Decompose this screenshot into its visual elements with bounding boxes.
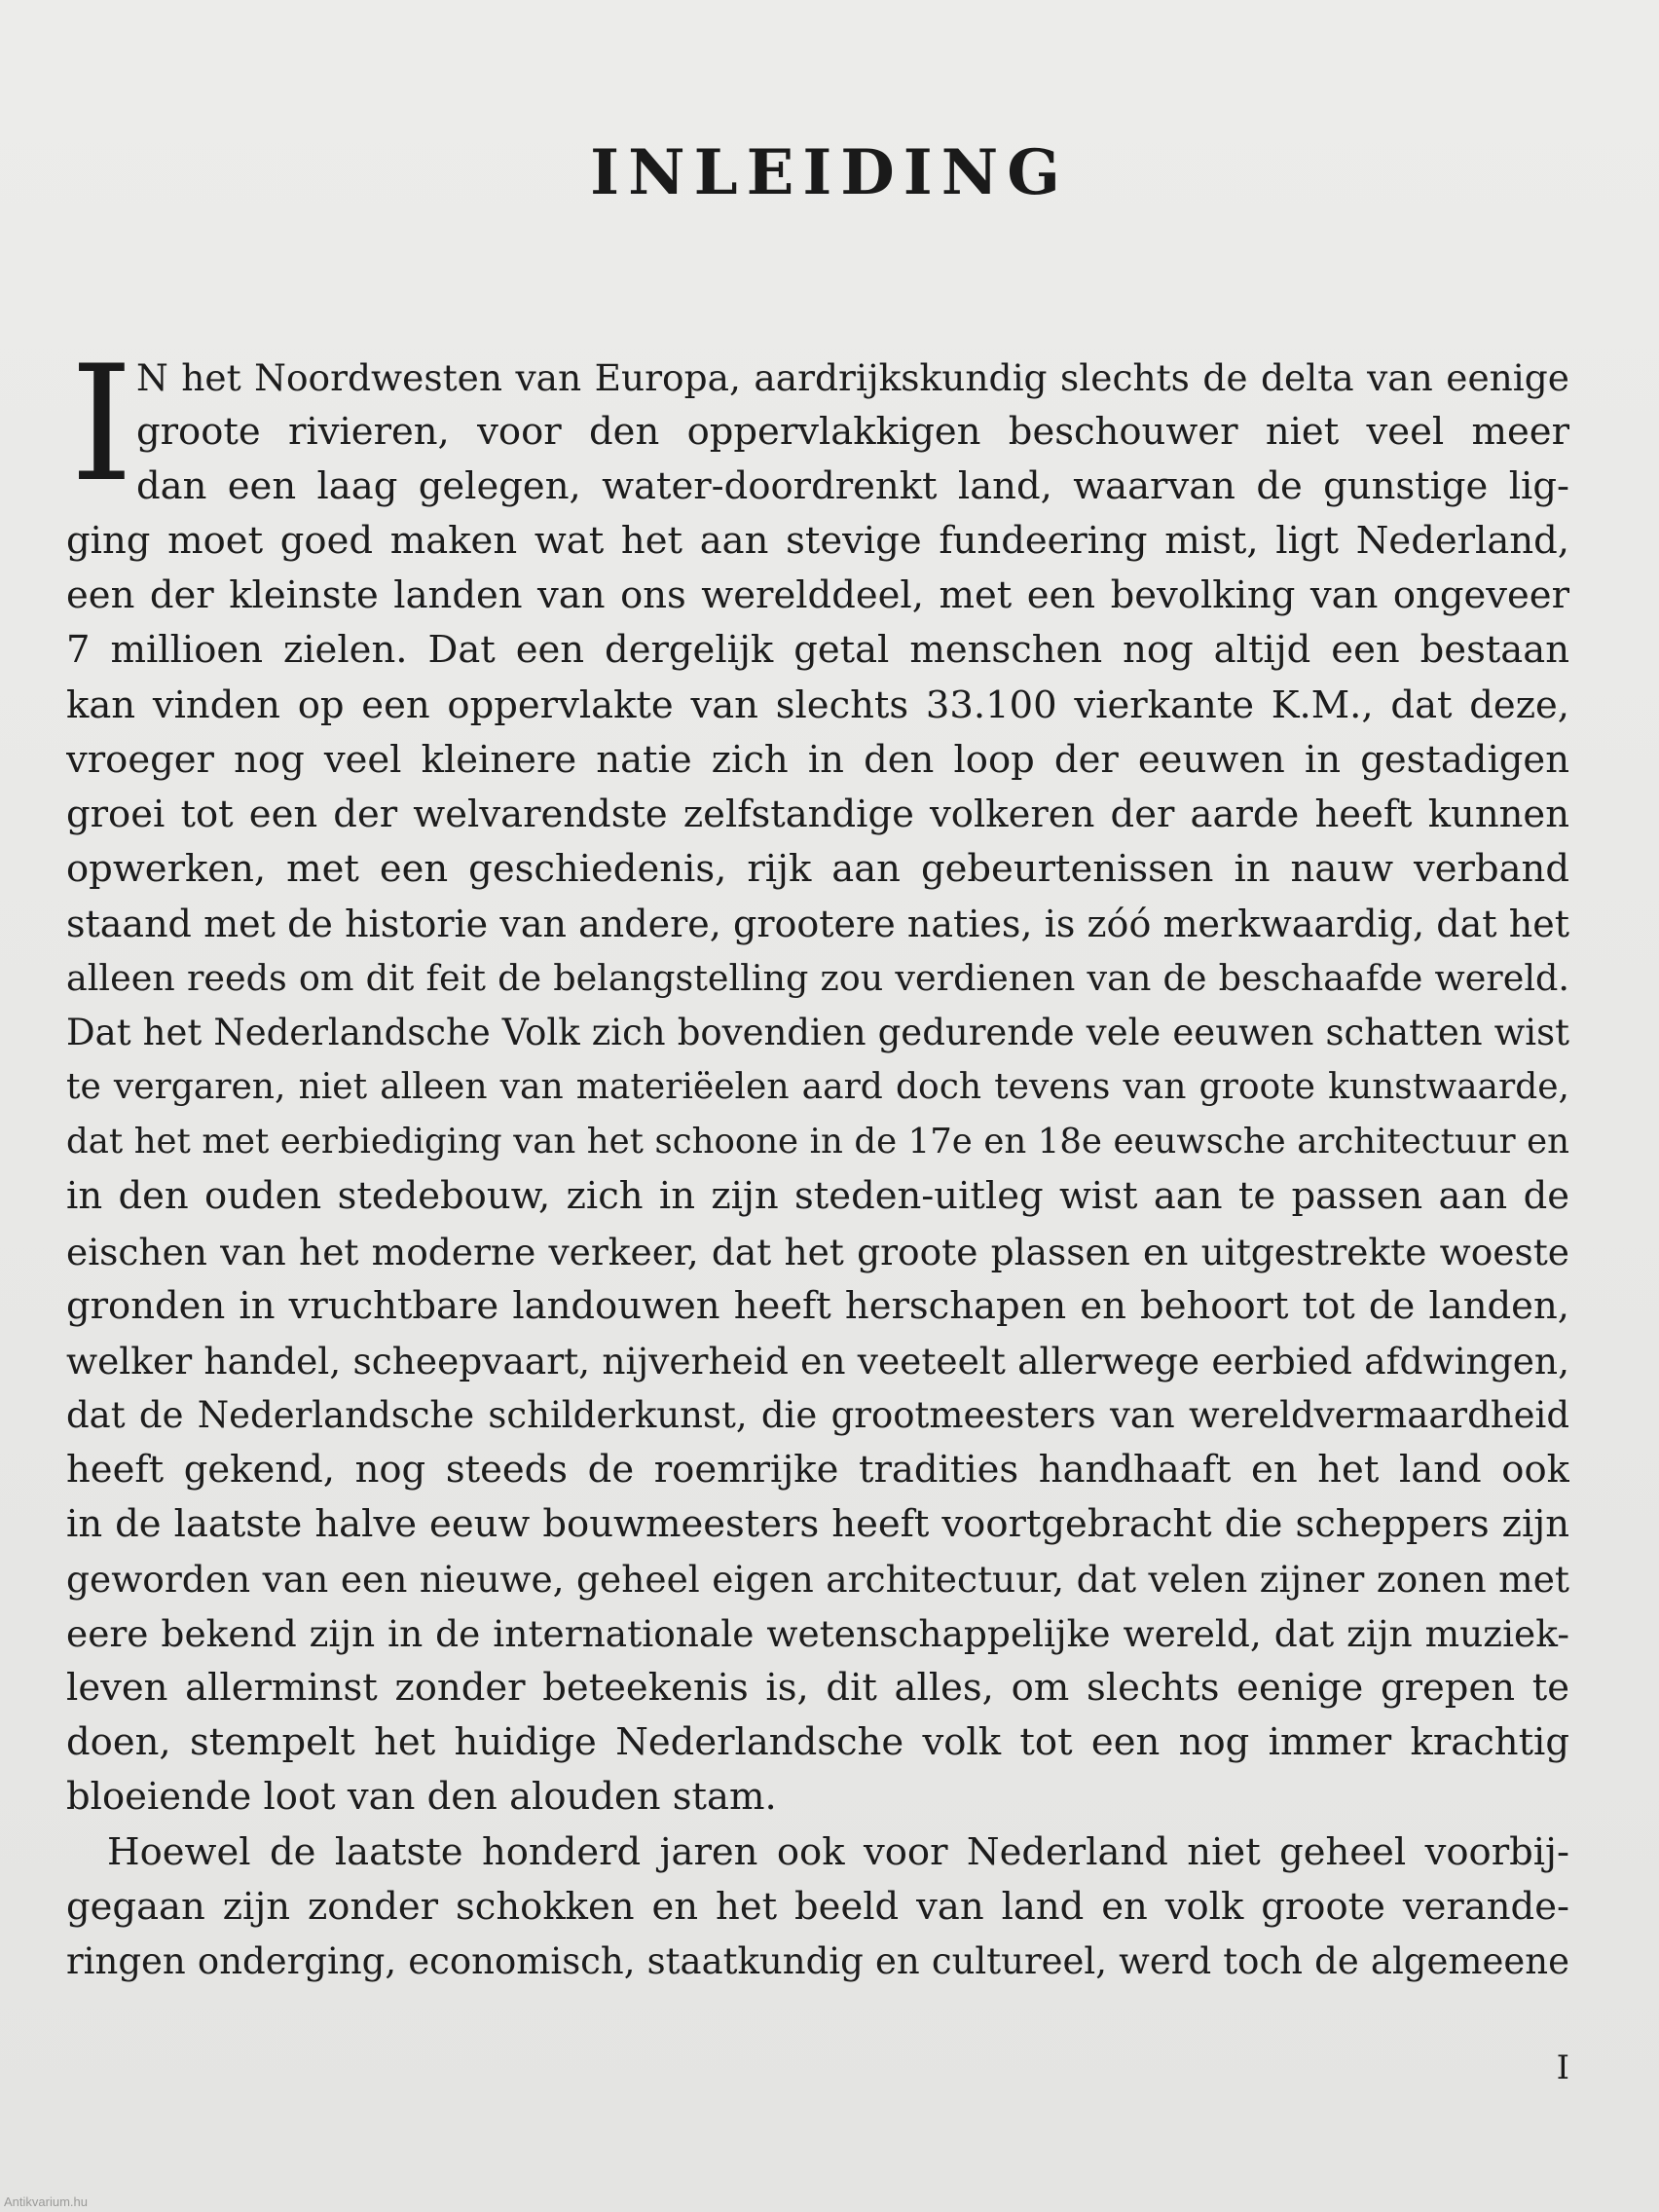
text-line: kan vinden op een oppervlakte van slechts 33.100 vierkante K.M., dat deze, <box>66 682 1569 727</box>
text-line: in de laatste halve eeuw bouwmeesters heeft voortgebracht die scheppers zijn <box>66 1501 1569 1546</box>
text-line: doen, stempelt het huidige Nederlandsche volk tot een nog immer krachtig <box>66 1720 1569 1765</box>
text-line: een der kleinste landen van ons werelddeel, met een bevolking van ongeveer <box>66 573 1569 618</box>
text-line: ringen onderging, economisch, staatkundig en cultureel, werd toch de algemeene <box>66 1939 1569 1982</box>
text-line: te vergaren, niet alleen van materiëelen aard doch tevens van groote kunstwaarde, <box>66 1067 1569 1108</box>
text-line: gegaan zijn zonder schokken en het beeld van land en volk groote verande- <box>66 1884 1569 1929</box>
text-line: eischen van het moderne verkeer, dat het groote plassen en uitgestrekte woeste <box>66 1230 1569 1273</box>
text-line: heeft gekend, nog steeds de roemrijke tradities handhaaft en het land ook <box>66 1447 1569 1492</box>
text-line: vroeger nog veel kleinere natie zich in den loop der eeuwen in gestadigen <box>66 737 1569 782</box>
text-line: opwerken, met een geschiedenis, rijk aan gebeurtenissen in nauw verband <box>66 846 1569 891</box>
text-line: groei tot een der welvarendste zelfstandige volkeren der aarde heeft kunnen <box>66 792 1569 836</box>
body-text <box>66 331 1569 1989</box>
text-line: dat de Nederlandsche schilderkunst, die grootmeesters van wereldvermaardheid <box>66 1393 1569 1436</box>
text-line: groote rivieren, voor den oppervlakkigen beschouwer niet veel meer <box>136 410 1569 455</box>
text-line: dat het met eerbiediging van het schoone in de 17e en 18e eeuwsche architectuur en <box>66 1122 1569 1162</box>
text-line: Hoewel de laatste honderd jaren ook voor Nederland niet geheel voorbij- <box>107 1829 1569 1874</box>
text-line: Dat het Nederlandsche Volk zich bovendien gedurende vele eeuwen schatten wist <box>66 1012 1569 1054</box>
text-line: N het Noordwesten van Europa, aardrijkskundig slechts de delta van eenige <box>136 356 1569 399</box>
chapter-title: INLEIDING <box>590 136 1069 209</box>
drop-cap: I <box>70 331 133 517</box>
text-line: 7 millioen zielen. Dat een dergelijk getal menschen nog altijd een bestaan <box>66 628 1569 673</box>
watermark: Antikvarium.hu <box>4 2194 88 2209</box>
text-line: ging moet goed maken wat het aan stevige fundeering mist, ligt Nederland, <box>66 519 1569 564</box>
text-line: leven allerminst zonder beteekenis is, dit alles, om slechts eenige grepen te <box>66 1666 1569 1711</box>
text-line: staand met de historie van andere, grootere naties, is zóó merkwaardig, dat het <box>66 902 1569 945</box>
page-number: I <box>1556 2048 1569 2087</box>
text-line: bloeiende loot van den alouden stam. <box>66 1775 777 1820</box>
text-line: geworden van een nieuwe, geheel eigen architectuur, dat velen zijner zonen met <box>66 1558 1569 1602</box>
text-line: alleen reeds om dit feit de belangstelling zou verdienen van de beschaafde wereld. <box>66 957 1569 1000</box>
text-line: dan een laag gelegen, water-doordrenkt land, waarvan de gunstige lig- <box>136 464 1569 509</box>
text-line: eere bekend zijn in de internationale wetenschappelijke wereld, dat zijn muziek- <box>66 1612 1569 1656</box>
text-line: gronden in vruchtbare landouwen heeft herschapen en behoort tot de landen, <box>66 1283 1569 1328</box>
text-line: welker handel, scheepvaart, nijverheid en veeteelt allerwege eerbied afdwingen, <box>66 1339 1569 1382</box>
text-line: in den ouden stedebouw, zich in zijn steden-uitleg wist aan te passen aan de <box>66 1174 1569 1219</box>
